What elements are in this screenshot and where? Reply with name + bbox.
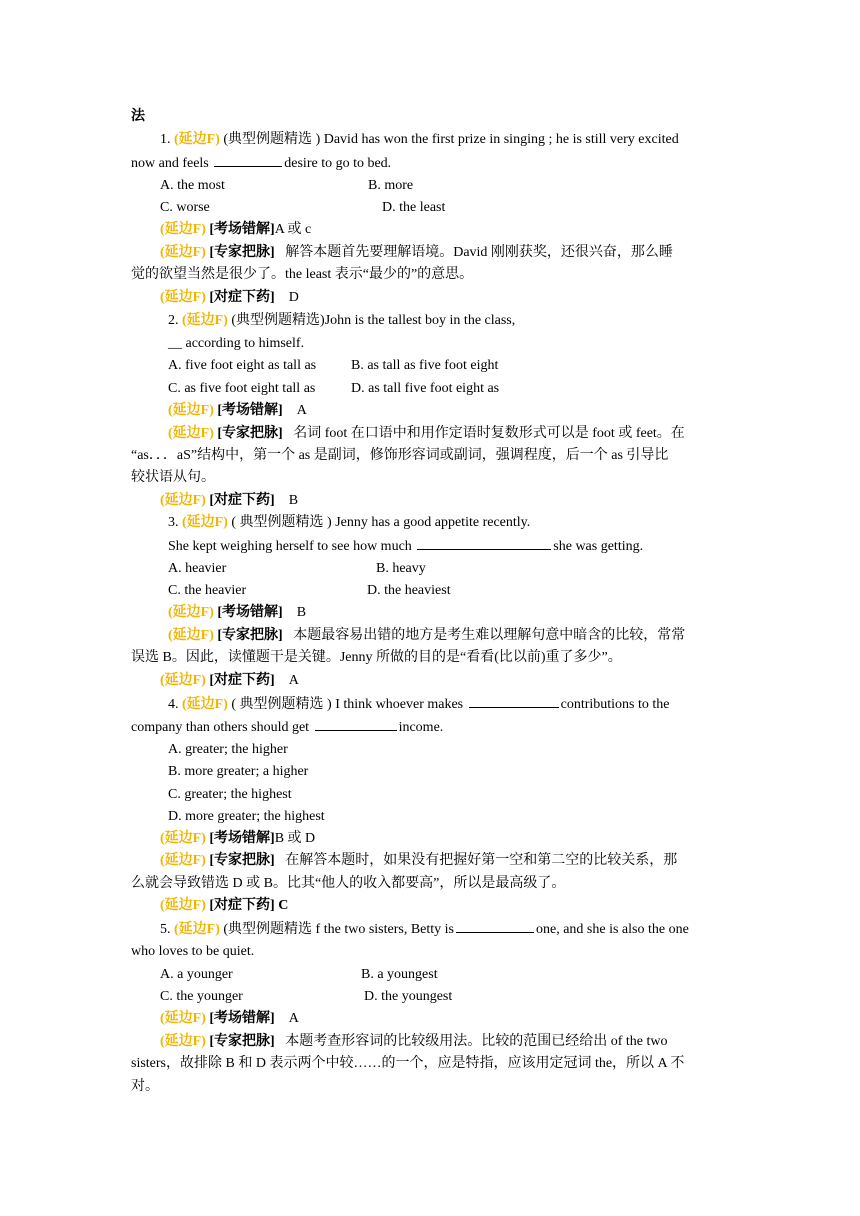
q4-error: B 或 D: [274, 831, 316, 846]
q1-option-b: B. more: [368, 178, 414, 193]
q4-answer-blank-2: [315, 716, 397, 731]
q5-option-b: B. a youngest: [361, 967, 438, 982]
q3-remedy: A: [288, 673, 299, 688]
q4-option-b: B. more greater; a higher: [168, 764, 309, 779]
q1-remedy-line: (延边F) [对症下药] D: [160, 290, 299, 305]
q3-error: B: [296, 605, 307, 620]
q4-option-a: A. greater; the higher: [168, 742, 288, 757]
q4-remedy: C: [278, 898, 289, 913]
q4-remedy-line: (延边F) [对症下药] C: [160, 898, 289, 913]
q2-stem-line-2: __ according to himself.: [168, 336, 305, 351]
q4-error-line: (延边F) [考场错解]B 或 D: [160, 831, 316, 846]
q1-stem-line-2: now and feels desire to go to bed.: [131, 152, 733, 175]
q4-expert-line-2: 么就会导致错选 D 或 B。比其“他人的收入都要高”，所以是最高级了。: [131, 876, 566, 891]
q1-option-a: A. the most: [160, 178, 225, 193]
q4-expert-line-1: (延边F) [专家把脉] 在解答本题时，如果没有把握好第一空和第二空的比较关系，那: [160, 853, 678, 868]
q2-option-c: C. as five foot eight tall as: [168, 381, 316, 396]
q5-stem-line-1: 5. (延边F) (典型例题精选 f the two sisters, Betty is one, and she is also the one: [160, 918, 733, 941]
q3-error-line: (延边F) [考场错解] B: [168, 605, 307, 620]
q1-option-c: C. worse: [160, 200, 210, 215]
q3-stem-line-1: 3. (延边F) ( 典型例题精选 ) Jenny has a good appetite recently.: [168, 515, 531, 530]
q3-option-a: A. heavier: [168, 561, 227, 576]
q2-error-line: (延边F) [考场错解] A: [168, 403, 307, 418]
q4-option-d: D. more greater; the highest: [168, 809, 325, 824]
error-label: [考场错解]: [209, 222, 275, 237]
q1-answer-blank: [214, 152, 282, 167]
q1-source: (典型例题精选: [223, 132, 313, 147]
q1-error: A 或 c: [274, 222, 312, 237]
q3-option-b: B. heavy: [376, 561, 426, 576]
q2-error: A: [296, 403, 307, 418]
q5-expert-line-3: 对。: [131, 1079, 159, 1094]
q1-error-line: (延边F) [考场错解]A 或 c: [160, 222, 312, 237]
q3-expert-line-1: (延边F) [专家把脉] 本题最容易出错的地方是考生难以理解句意中暗含的比较，常常: [168, 628, 686, 643]
q1-number: 1.: [160, 132, 171, 147]
q5-stem-line-2: who loves to be quiet.: [131, 944, 255, 959]
q2-expert-line-3: 较状语从句。: [131, 470, 215, 485]
q1-expert-line-1: (延边F) [专家把脉] 解答本题首先要理解语境。David 刚刚获奖，还很兴奋，那么睡: [160, 245, 673, 260]
q2-option-b: B. as tall as five foot eight: [351, 358, 499, 373]
expert-label: [专家把脉]: [209, 245, 275, 260]
q1-option-d: D. the least: [382, 200, 446, 215]
q3-stem-line-2: She kept weighing herself to see how much she was getting.: [168, 535, 733, 558]
q3-remedy-line: (延边F) [对症下药] A: [160, 673, 299, 688]
q5-answer-blank: [456, 918, 534, 933]
q2-option-d: D. as tall five foot eight as: [351, 381, 500, 396]
q5-option-a: A. a younger: [160, 967, 233, 982]
q2-stem-line-1: 2. (延边F) (典型例题精选)John is the tallest boy in the class,: [168, 313, 516, 328]
q5-error-line: (延边F) [考场错解] A: [160, 1011, 299, 1026]
q4-stem-line-1: 4. (延边F) ( 典型例题精选 ) I think whoever makes contributions to the: [168, 693, 733, 716]
q2-remedy-line: (延边F) [对症下药] B: [160, 493, 299, 508]
q1-expert-line-2: 觉的欲望当然是很少了。the least 表示“最少的”的意思。: [131, 267, 474, 282]
q5-error: A: [288, 1011, 299, 1026]
section-heading: 法: [131, 109, 145, 124]
q5-option-d: D. the youngest: [364, 989, 453, 1004]
q3-option-d: D. the heaviest: [367, 583, 451, 598]
q5-option-c: C. the younger: [160, 989, 243, 1004]
q2-option-a: A. five foot eight as tall as: [168, 358, 317, 373]
q2-remedy: B: [288, 493, 299, 508]
q1-tag: (延边F): [174, 132, 220, 147]
q4-stem-line-2: company than others should get income.: [131, 716, 733, 739]
q5-expert-line-2: sisters，故排除 B 和 D 表示两个中较……的一个，应是特指，应该用定冠词 the，所以 A 不: [131, 1056, 685, 1071]
q3-answer-blank: [417, 535, 551, 550]
q2-expert-line-2: “as．．．aS”结构中，第一个 as 是副词，修饰形容词或副词，强调程度，后一个 as 引导比: [131, 448, 669, 463]
q1-stem-line-1: [160, 129, 733, 151]
q5-expert-line-1: (延边F) [专家把脉] 本题考查形容词的比较级用法。比较的范围已经给出 of the two: [160, 1034, 668, 1049]
q3-expert-line-2: 误选 B。因此，读懂题干是关键。Jenny 所做的目的是“看看(比以前)重了多少”。: [131, 650, 622, 665]
q4-option-c: C. greater; the highest: [168, 787, 292, 802]
q1-remedy: D: [288, 290, 299, 305]
q4-answer-blank-1: [469, 693, 559, 708]
remedy-label: [对症下药]: [209, 290, 275, 305]
q1-stem-a: ) David has won the first prize in singing ; he is still very excited: [315, 132, 679, 147]
q2-expert-line-1: (延边F) [专家把脉] 名词 foot 在口语中和用作定语时复数形式可以是 foot 或 feet。在: [168, 426, 685, 441]
q3-option-c: C. the heavier: [168, 583, 247, 598]
